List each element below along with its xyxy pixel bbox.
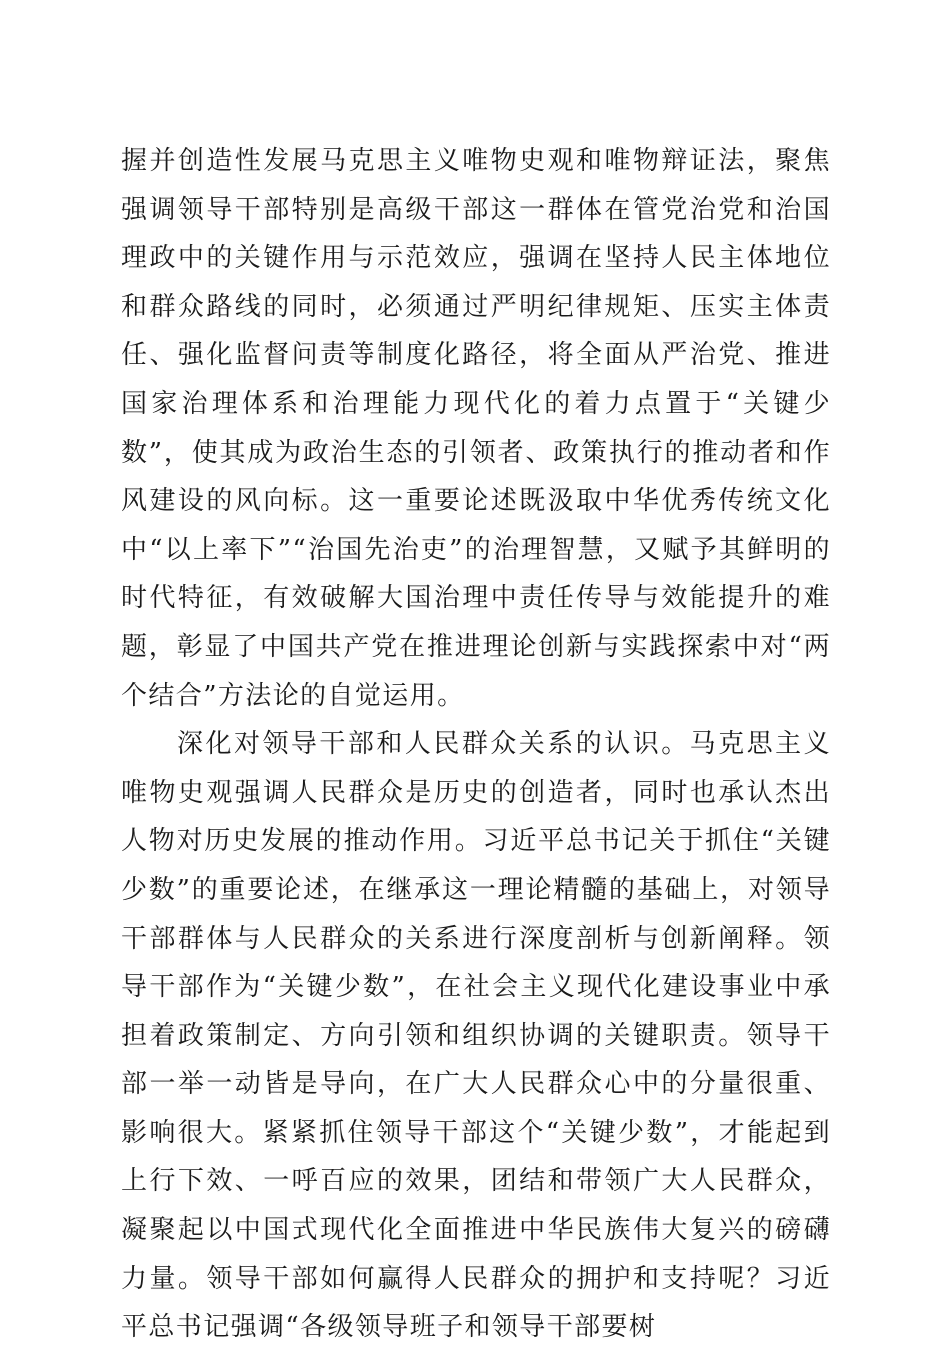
paragraph-continued: 握并创造性发展马克思主义唯物史观和唯物辩证法，聚焦强调领导干部特别是高级干部这一群体在管党治党和治国理政中的关键作用与示范效应，强调在坚持人民主体地位和群众路线的同时，必须通过严明纪律规矩、压实主体责任、强化监督问责等制度化路径，将全面从严治党、推进国家治理体系和治理能力现代化的着力点置于“关键少数”，使其成为政治生态的引领者、政策执行的推动者和作风建设的风向标。这一重要论述既汲取中华优秀传统文化中“以上率下”“治国先治吏”的治理智慧，又赋予其鲜明的时代特征，有效破解大国治理中责任传导与效能提升的难题，彰显了中国共产党在推进理论创新与实践探索中对“两个结合”方法论的自觉运用。 — [121, 146, 831, 711]
paragraph-leaders-and-masses: 深化对领导干部和人民群众关系的认识。马克思主义唯物史观强调人民群众是历史的创造者，同时也承认杰出人物对历史发展的推动作用。习近平总书记关于抓住“关键少数”的重要论述，在继承这一理论精髓的基础上，对领导干部群体与人民群众的关系进行深度剖析与创新阐释。领导干部作为“关键少数”，在社会主义现代化建设事业中承担着政策制定、方向引领和组织协调的关键职责。领导干部一举一动皆是导向，在广大人民群众心中的分量很重、影响很大。紧紧抓住领导干部这个“关键少数”，才能起到上行下效、一呼百应的效果，团结和带领广大人民群众，凝聚起以中国式现代化全面推进中华民族伟大复兴的磅礴力量。领导干部如何赢得人民群众的拥护和支持呢？习近平总书记强调“各级领导班子和领导干部要树 — [121, 729, 831, 1343]
body-text — [121, 137, 831, 1352]
